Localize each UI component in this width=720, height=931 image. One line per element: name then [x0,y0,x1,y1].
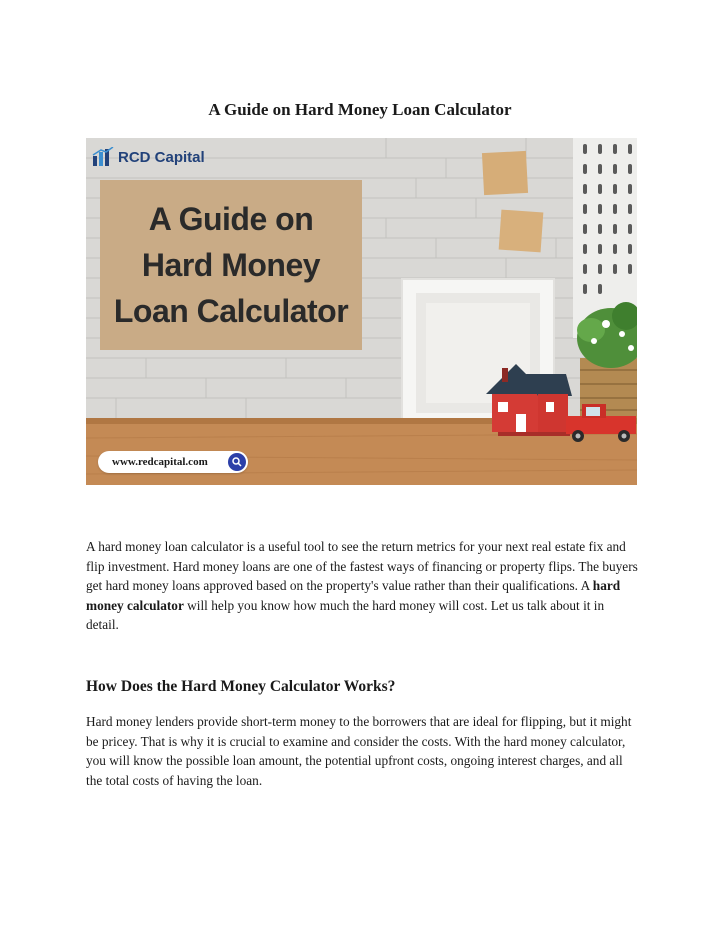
intro-text-1: A hard money loan calculator is a useful tool to see the return metrics for your next real estate fix and flip investment. Hard money loans are one of the fastest ways of financing or property flips. The buyers get hard money loans approved based on the property's value rather than their qualifications. A [86,539,638,593]
section-paragraph: Hard money lenders provide short-term money to the borrowers that are ideal for flipping, but it might be pricey. That is why it is crucial to examine and consider the costs. With the hard money calculator, you will know the possible loan amount, the potential upfront costs, ongoing interest charges, and all the total costs of having the loan. [86,714,632,788]
hero-headline-line-1: A Guide on [148,201,314,237]
url-text: www.redcapital.com [112,456,208,468]
hero-headline [100,180,362,350]
bar-chart-logo-icon [92,147,114,167]
intro-text-2: will help you know how much the hard money will cost. Let us talk about it in detail. [86,597,605,632]
brand-name: RCD Capital [118,148,205,166]
page-title: A Guide on Hard Money Loan Calculator [208,100,512,119]
hero-headline-line-3: Loan Calculator [113,293,349,329]
search-icon [228,453,246,471]
brand-logo [92,146,205,168]
hero-headline-line-2: Hard Money [141,247,321,283]
intro-paragraph [86,537,638,635]
url-pill [98,451,248,473]
hero-image [86,138,637,485]
section-heading: How Does the Hard Money Calculator Works? [86,678,396,695]
intro-bold-term: hard money calculator [86,578,621,613]
